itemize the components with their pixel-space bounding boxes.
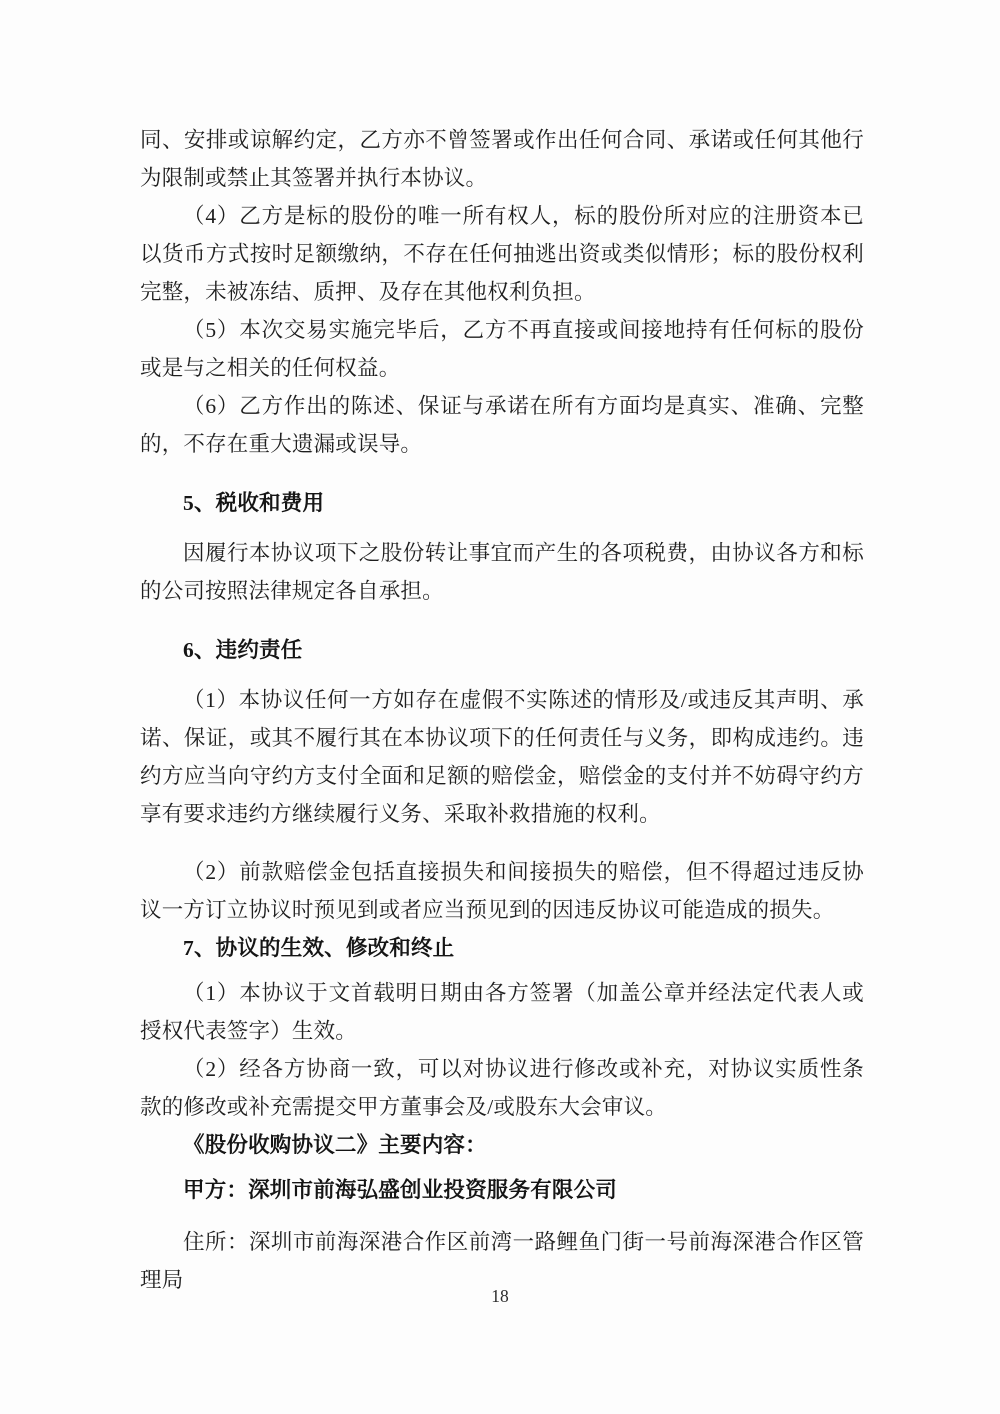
section-heading: 7、协议的生效、修改和终止 <box>183 936 455 960</box>
paragraph: （2）前款赔偿金包括直接损失和间接损失的赔偿，但不得超过违反协议一方订立协议时预见到或者应当预见到的因违反协议可能造成的损失。 <box>140 860 864 922</box>
page-number: 18 <box>491 1286 509 1306</box>
document-body <box>140 121 864 1299</box>
paragraph: （1）本协议于文首载明日期由各方签署（加盖公章并经法定代表人或授权代表签字）生效。 <box>140 981 864 1043</box>
paragraph: 同、安排或谅解约定，乙方亦不曾签署或作出任何合同、承诺或任何其他行为限制或禁止其签署并执行本协议。 <box>140 128 864 190</box>
paragraph: （2）经各方协商一致，可以对协议进行修改或补充，对协议实质性条款的修改或补充需提交甲方董事会及/或股东大会审议。 <box>140 1057 864 1119</box>
paragraph: （6）乙方作出的陈述、保证与承诺在所有方面均是真实、准确、完整的，不存在重大遗漏或误导。 <box>140 394 864 456</box>
paragraph: （5）本次交易实施完毕后，乙方不再直接或间接地持有任何标的股份或是与之相关的任何权益。 <box>140 318 864 380</box>
section-heading: 甲方：深圳市前海弘盛创业投资服务有限公司 <box>183 1178 618 1202</box>
paragraph: （1）本协议任何一方如存在虚假不实陈述的情形及/或违反其声明、承诺、保证，或其不履行其在本协议项下的任何责任与义务，即构成违约。违约方应当向守约方支付全面和足额的赔偿金，赔偿金的支付并不妨碍守约方享有要求违约方继续履行义务、采取补救措施的权利。 <box>140 688 864 826</box>
section-heading: 5、税收和费用 <box>183 491 325 515</box>
paragraph: （4）乙方是标的股份的唯一所有权人，标的股份所对应的注册资本已以货币方式按时足额缴纳，不存在任何抽逃出资或类似情形；标的股份权利完整，未被冻结、质押、及存在其他权利负担。 <box>140 204 864 304</box>
paragraph: 因履行本协议项下之股份转让事宜而产生的各项税费，由协议各方和标的公司按照法律规定各自承担。 <box>140 541 864 603</box>
paragraph: 住所：深圳市前海深港合作区前湾一路鲤鱼门街一号前海深港合作区管理局 <box>140 1230 864 1292</box>
section-heading: 《股份收购协议二》主要内容： <box>183 1133 487 1157</box>
section-heading: 6、违约责任 <box>183 638 303 662</box>
